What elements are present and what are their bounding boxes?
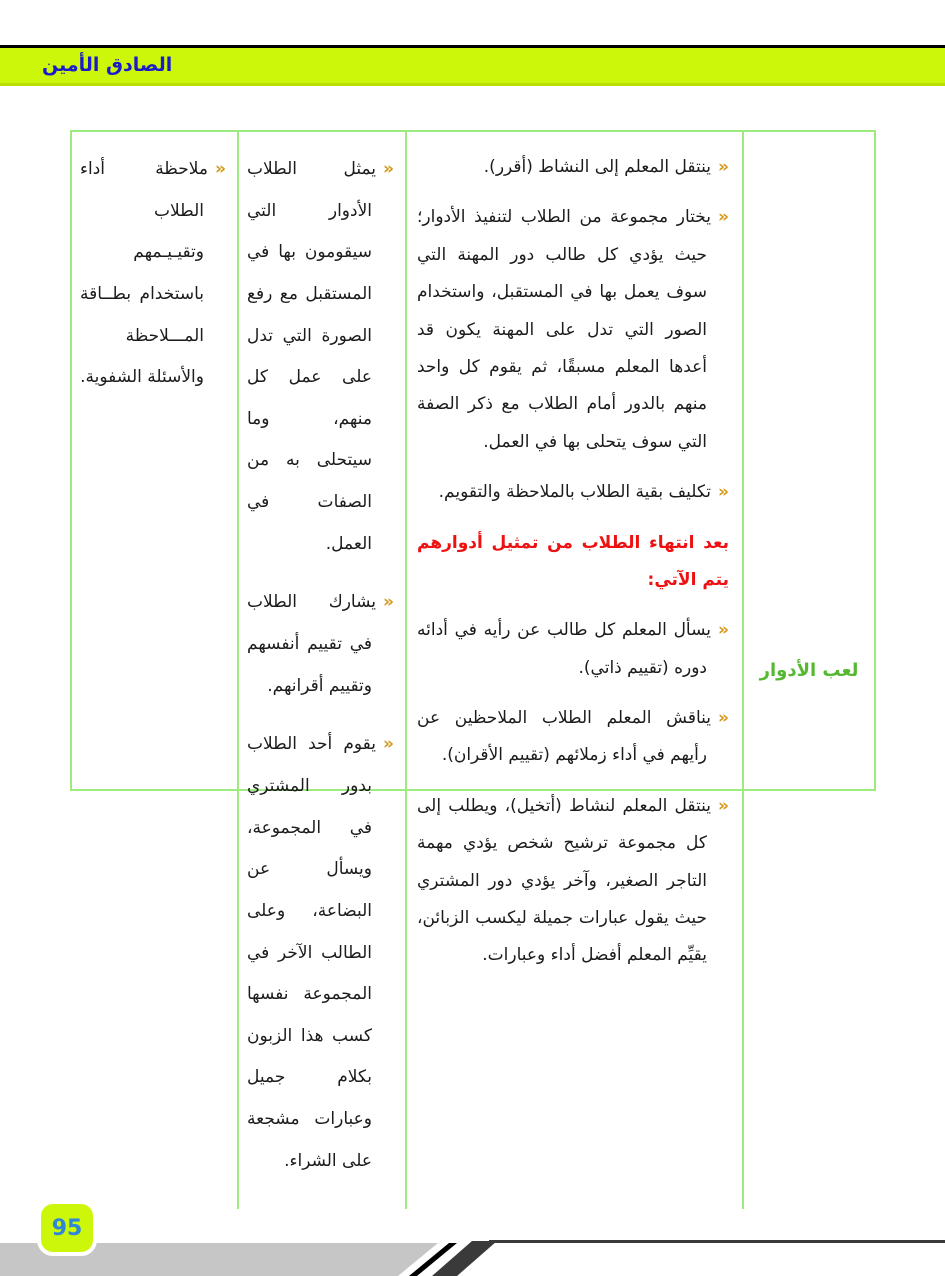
bullet-text: يمثل الطلاب الأدوار التي سيقومون بها في المستقبل مع رفع الصورة التي تدل على عمل كل منهم، وما سيتحلى به من الصفات في العمل. xyxy=(247,159,377,554)
guillemet-bullet-icon: « xyxy=(718,207,729,228)
page-title: الصادق الأمين xyxy=(42,54,173,76)
bullet-text: تكليف بقية الطلاب بالملاحظة والتقويم. xyxy=(438,482,712,503)
bullet-text: يختار مجموعة من الطلاب لتنفيذ الأدوار؛ حيث يؤدي كل طالب دور المهنة التي سوف يعمل بها في المستقبل، واستخدام الصور التي تدل على المهنة يكون قد أعدها المعلم مسبقًا، ثم يقوم كل واحد منهم بالدور أمام الطلاب مع ذكر الصفة التي سوف يتحلى بها في العمل. xyxy=(417,207,712,452)
bullet-item xyxy=(417,788,729,975)
bullet-item xyxy=(417,474,729,511)
guillemet-bullet-icon: « xyxy=(383,734,394,755)
activity-name-cell xyxy=(742,132,874,1209)
footer-rule xyxy=(489,1240,945,1243)
guillemet-bullet-icon: « xyxy=(718,795,729,816)
bullet-item xyxy=(247,724,394,1182)
bullet-text: ملاحظة أداء الطلاب وتقيـيـمهم باستخدام بطــاقة المـــلاحظة والأسئلة الشفوية. xyxy=(80,159,209,388)
bullet-text: يشارك الطلاب في تقييم أنفسهم وتقييم أقرانهم. xyxy=(247,592,377,696)
lesson-procedures-table xyxy=(70,130,876,1171)
activity-name-label: لعب الأدوار xyxy=(759,660,859,682)
teacher-procedures-cell xyxy=(405,132,742,1209)
assessment-cell xyxy=(72,132,237,1209)
bullet-text: يناقش المعلم الطلاب الملاحظين عن رأيهم في أداء زملائهم (تقييم الأقران). xyxy=(417,708,712,766)
guillemet-bullet-icon: « xyxy=(215,159,226,179)
guillemet-bullet-icon: « xyxy=(718,708,729,729)
guillemet-bullet-icon: « xyxy=(718,157,729,177)
student-role-cell xyxy=(237,132,405,1209)
bullet-text: يقوم أحد الطلاب بدور المشتري في المجموعة، ويسأل عن البضاعة، وعلى الطالب الآخر في المجموعة نفسها كسب هذا الزبون بكلام جميل وعبارات مشجعة على الشراء. xyxy=(247,734,377,1171)
bullet-item xyxy=(247,149,394,565)
bullet-text: ينتقل المعلم لنشاط (أتخيل)، ويطلب إلى كل مجموعة ترشيح شخص يؤدي مهمة التاجر الصغير، وآخر يؤدي دور المشتري حيث يقول عبارات جميلة ليكسب الزبائن، يقيِّم المعلم أفضل أداء وعبارات. xyxy=(417,795,712,966)
bullet-item xyxy=(80,149,226,399)
bullet-item xyxy=(417,700,729,775)
red-heading-note: بعد انتهاء الطلاب من تمثيل أدوارهم يتم الآتي: xyxy=(417,532,729,590)
bullet-text: يسأل المعلم كل طالب عن رأيه في أدائه دوره (تقييم ذاتي). xyxy=(417,620,712,678)
bullet-text: ينتقل المعلم إلى النشاط (أقرر). xyxy=(483,157,712,177)
guillemet-bullet-icon: « xyxy=(383,159,394,179)
guillemet-bullet-icon: « xyxy=(383,592,394,613)
header-band xyxy=(0,48,945,86)
page-number: 95 xyxy=(51,1215,83,1241)
guillemet-bullet-icon: « xyxy=(718,482,729,503)
guillemet-bullet-icon: « xyxy=(718,620,729,641)
page-number-badge xyxy=(37,1200,97,1256)
bullet-item xyxy=(417,199,729,461)
bullet-item xyxy=(247,582,394,707)
bullet-item xyxy=(417,149,729,186)
bullet-item xyxy=(417,612,729,687)
